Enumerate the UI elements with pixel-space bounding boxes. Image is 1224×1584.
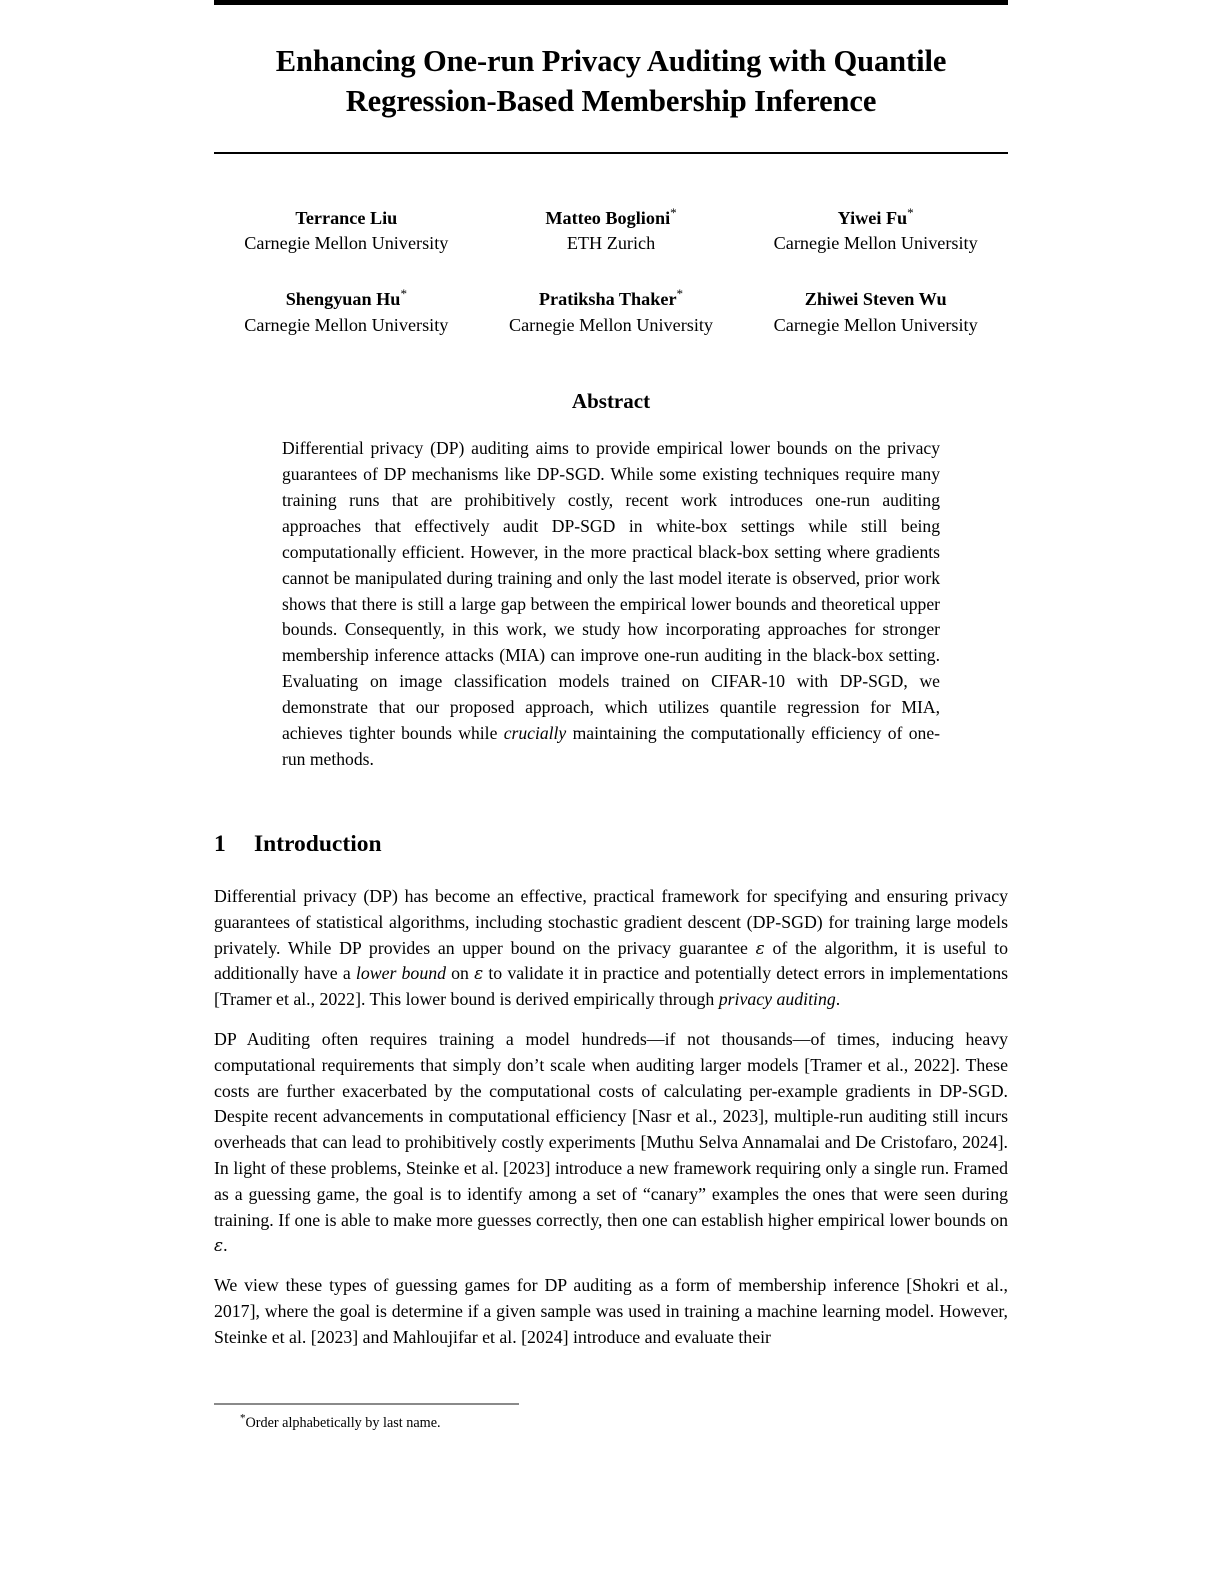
text-run: to validate it in practice and potentially detect errors in implementations [Tramer et al., 2022]. This lower bound is derived empirically through [214, 963, 1009, 1010]
abstract-heading: Abstract [571, 388, 651, 413]
title-bottom-rule [214, 152, 1008, 154]
author-name-text: Shengyuan Hu [285, 289, 401, 310]
epsilon-symbol: ε [755, 937, 765, 958]
text-run: DP Auditing often requires training a model hundreds—if not thousands—of times, inducing heavy computational requirements that simply don’t scale when auditing larger models [Tramer et al., 2022]. These costs are further exacerbated by the computational costs of calculating per-example gradients in DP-SGD. Despite recent advancements in computational efficiency [Nasr et al., 2023], multiple-run auditing still incurs overheads that can lead to prohibitively costly experiments [Muthu Selva Annamalai and De Cristofaro, 2024]. In light of these problems, Steinke et al. [2023] introduce a new framework requiring only a single run. Framed as a guessing game, the goal is to identify among a set of “canary” examples the ones that were seen during training. If one is able to make more guesses correctly, then one can establish higher empirical lower bounds on [214, 1029, 1008, 1230]
author-name-text: Zhiwei Steven Wu [804, 289, 947, 310]
author-name-text: Yiwei Fu [837, 207, 908, 228]
page-content [214, 0, 1008, 1365]
author-name [479, 206, 744, 232]
title-line-1: Enhancing One-run Privacy Auditing with Quantile [275, 44, 947, 78]
author-affiliation: Carnegie Mellon University [244, 315, 449, 336]
footnote-block [214, 1403, 1008, 1432]
author-name [214, 206, 479, 232]
author-name-text: Terrance Liu [295, 207, 398, 228]
paragraph [214, 1273, 1008, 1350]
paragraph [214, 1027, 1008, 1259]
footnote-text [214, 1411, 1008, 1432]
text-run: Differential privacy (DP) has become an effective, practical framework for specifying and ensuring privacy guarantees of statistical algorithms, including stochastic gradient descent (DP-SGD) for training large models privately. While DP provides an upper bound on the privacy guarantee [214, 886, 1008, 958]
paragraph [214, 884, 1008, 1013]
epsilon-symbol: ε [214, 1235, 224, 1256]
abstract-text [282, 436, 940, 773]
author-name-text: Matteo Boglioni [545, 207, 671, 228]
author-footnote-marker: * [670, 204, 677, 220]
page-title [214, 5, 1008, 152]
abstract-part-1: Differential privacy (DP) auditing aims to provide empirical lower bounds on the privacy guarantees of DP mechanisms like DP-SGD. While some existing techniques require many training runs that are prohibitively costly, recent work introduces one-run auditing approaches that effectively audit DP-SGD in white-box settings while still being computationally efficient. However, in the more practical black-box setting where gradients cannot be manipulated during training and only the last model iterate is observed, prior work shows that there is still a large gap between the empirical lower bounds and theoretical upper bounds. Consequently, in this work, we study how incorporating approaches for stronger membership inference attacks (MIA) can improve one-run auditing in the black-box setting. Evaluating on image classification models trained on CIFAR-10 with DP-SGD, we demonstrate that our proposed approach, which utilizes quantile regression for MIA, achieves tighter bounds while [282, 437, 940, 744]
author-entry [214, 206, 479, 258]
author-block [214, 206, 1008, 339]
epsilon-symbol: ε [474, 963, 484, 984]
author-footnote-marker: * [907, 204, 914, 220]
author-entry [479, 206, 744, 258]
title-line-2: Regression-Based Membership Inference [345, 84, 877, 119]
author-footnote-marker: * [676, 286, 684, 302]
text-run: of the algorithm, it is useful to additionally have a [214, 937, 1008, 984]
author-name [743, 287, 1008, 313]
emphasis-text: privacy auditing [718, 989, 836, 1010]
author-name [743, 206, 1008, 232]
author-entry [214, 287, 479, 339]
footnote-body: Order alphabetically by last name. [245, 1414, 441, 1431]
text-run: We view these types of guessing games for DP auditing as a form of membership inference [Shokri et al., 2017], where the goal is determine if a given sample was used in training a machine learning model. However, Steinke et al. [2023] and Mahloujifar et al. [2024] introduce and evaluate their [214, 1275, 1008, 1347]
author-row [214, 206, 1008, 258]
author-entry [743, 206, 1008, 258]
author-affiliation: Carnegie Mellon University [773, 233, 978, 254]
section-number: 1 [214, 831, 226, 858]
author-affiliation: Carnegie Mellon University [244, 233, 449, 254]
author-row [214, 287, 1008, 339]
author-affiliation: ETH Zurich [566, 233, 656, 254]
section-title: Introduction [254, 831, 382, 858]
author-affiliation: Carnegie Mellon University [508, 315, 714, 336]
emphasis-text: lower bound [355, 963, 446, 984]
author-name-text: Pratiksha Thaker [538, 289, 677, 310]
footnote-marker: * [240, 1411, 246, 1424]
text-run: . [835, 989, 841, 1010]
author-name [214, 287, 479, 313]
author-entry [479, 287, 744, 339]
author-affiliation: Carnegie Mellon University [773, 315, 978, 336]
text-run: on [446, 963, 475, 984]
abstract-emphasis: crucially [503, 723, 567, 744]
author-footnote-marker: * [400, 286, 407, 302]
abstract-part-2: maintaining the computationally efficiency of one-run methods. [282, 723, 940, 770]
footnote-separator-rule [214, 1403, 519, 1405]
author-entry [743, 287, 1008, 339]
text-run: . [223, 1235, 228, 1256]
section-heading-introduction [214, 831, 1008, 858]
author-name [479, 287, 744, 313]
